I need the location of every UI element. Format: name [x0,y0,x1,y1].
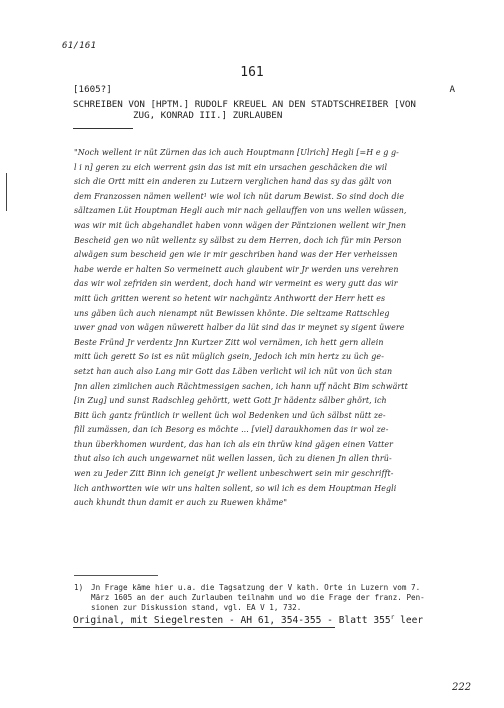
source-text: Original, mit Siegelresten - AH 61, 354-355 - Blatt 355 [73,615,391,627]
body-line: mitt üch gerett So ist es nüt müglich gsein, Jedoch ich min hertz zu üch ge- [74,352,384,362]
body-line: l i n] geren zu eich werrent gsin das ist mit ein ursachen geschäcken die wil [74,162,388,172]
title-line-2: ZUG, KONRAD III.] ZURLAUBEN [133,110,283,121]
body-line: mitt üch gritten werent so hetent wir nachgäntz Anthwortt der Herr hett es [74,293,386,303]
body-line: setzt han auch also Lang mir Gott das Läben verlicht wil ich nüt von üch stan [74,366,393,376]
date-line [73,84,455,95]
title-divider [73,128,133,129]
source-tail: leer [394,615,424,627]
body-line: Bescheid gen wo nüt wellentz sy sälbst zu dem Herren, doch ich für min Person [74,235,402,245]
footnote-divider [74,575,158,576]
document-letter: A [449,84,455,95]
document-date: [1605?] [73,84,112,95]
archive-reference: 61/161 [62,41,97,51]
margin-mark [6,173,7,211]
letter-body [74,146,446,511]
body-line: habe werde er halten So vermeinett auch glaubent wir Jr werden uns verehren [74,264,399,274]
body-line: Jnn allen zimlichen auch Rächtmessigen sachen, ich hann uff nächt Bim schwärtt [74,381,408,391]
source-underline [73,627,335,628]
source-note [73,614,453,626]
footnote [74,583,446,614]
body-line: was wir mit üch abgehandlet haben vonn wägen der Päntzionen wellent wir Jnen [74,220,407,230]
body-line: Beste Fründ Jr verdentz Jnn Kurtzer Zitt wol vernämen, ich hett gern allein [74,337,384,347]
body-line: lich anthwortten wie wir uns halten sollent, so wil ich es dem Houptman Hegli [74,483,397,493]
body-line: sältzamen Lüt Houptman Hegli auch mir nach gellauffen von uns wellen wüssen, [74,206,407,216]
footnote-line: sionen zur Diskussion stand, vgl. EA V 1, 732. [91,603,302,613]
body-line: [in Zug] und sunst Radschleg gehörtt, wett Gott Jr hädentz sälber ghört, ich [74,396,387,406]
body-line: uns gäben üch auch nienampt nüt Bewissen khönte. Die seltzame Rattschleg [74,308,390,318]
page-number: 161 [240,65,264,80]
body-line: thut also ich auch ungewarnet nüt wellen lassen, üch zu dienen Jn allen thrü- [74,454,392,464]
body-line: uwer gnad von wägen nüwerett halber da lüt sind das ir meynet sy sigent üwere [74,323,405,333]
body-line: dem Franzossen nämen wellent¹ wie wol ich nüt darum Bewist. So sind doch die [74,191,405,201]
footnote-line: März 1605 an der auch Zurlauben teilnahm und wo die Frage der franz. Pen- [91,593,425,603]
body-line: sich die Ortt mitt ein anderen zu Lutzern verglichen hand das sy das gält von [74,177,392,187]
body-line: thun überkhomen wurdent, das han ich als ein thrüw kind gägen einen Vatter [74,439,394,449]
handwritten-folio-mark: 222 [452,682,472,693]
body-line: wen zu Jeder Zitt Binn ich geneigt Jr wellent unbeschwert sein mir geschrifft- [74,469,394,479]
document-title [73,99,465,121]
footnote-line: Jn Frage käme hier u.a. die Tagsatzung der V kath. Orte in Luzern vom 7. [91,583,421,592]
body-line: Bitt üch gantz früntlich ir wellent üch wol Bedenken und üch sälbst nütt ze- [74,410,386,420]
title-line-1: SCHREIBEN VON [HPTM.] RUDOLF KREUEL AN DEN STADTSCHREIBER [VON [73,99,416,110]
body-line: fill zumässen, dan ich Besorg es möchte ... [viel] daraukhomen das ir wol ze- [74,425,389,435]
body-line: "Noch wellent ir nüt Zürnen das ich auch Houptmann [Ulrich] Hegli [=H e g g- [74,148,399,157]
body-line: alwägen sum bescheid gen wie ir mir geschriben hand was der Her verheissen [74,250,398,260]
body-line: auch khundt thun damit er auch zu Ruewen khäme" [74,498,288,508]
source-superscript: r [390,614,395,621]
body-line: das wir wol zefriden sin werdent, doch hand wir vermeint es wery gutt das wir [74,279,398,289]
footnote-number: 1) [74,583,84,592]
